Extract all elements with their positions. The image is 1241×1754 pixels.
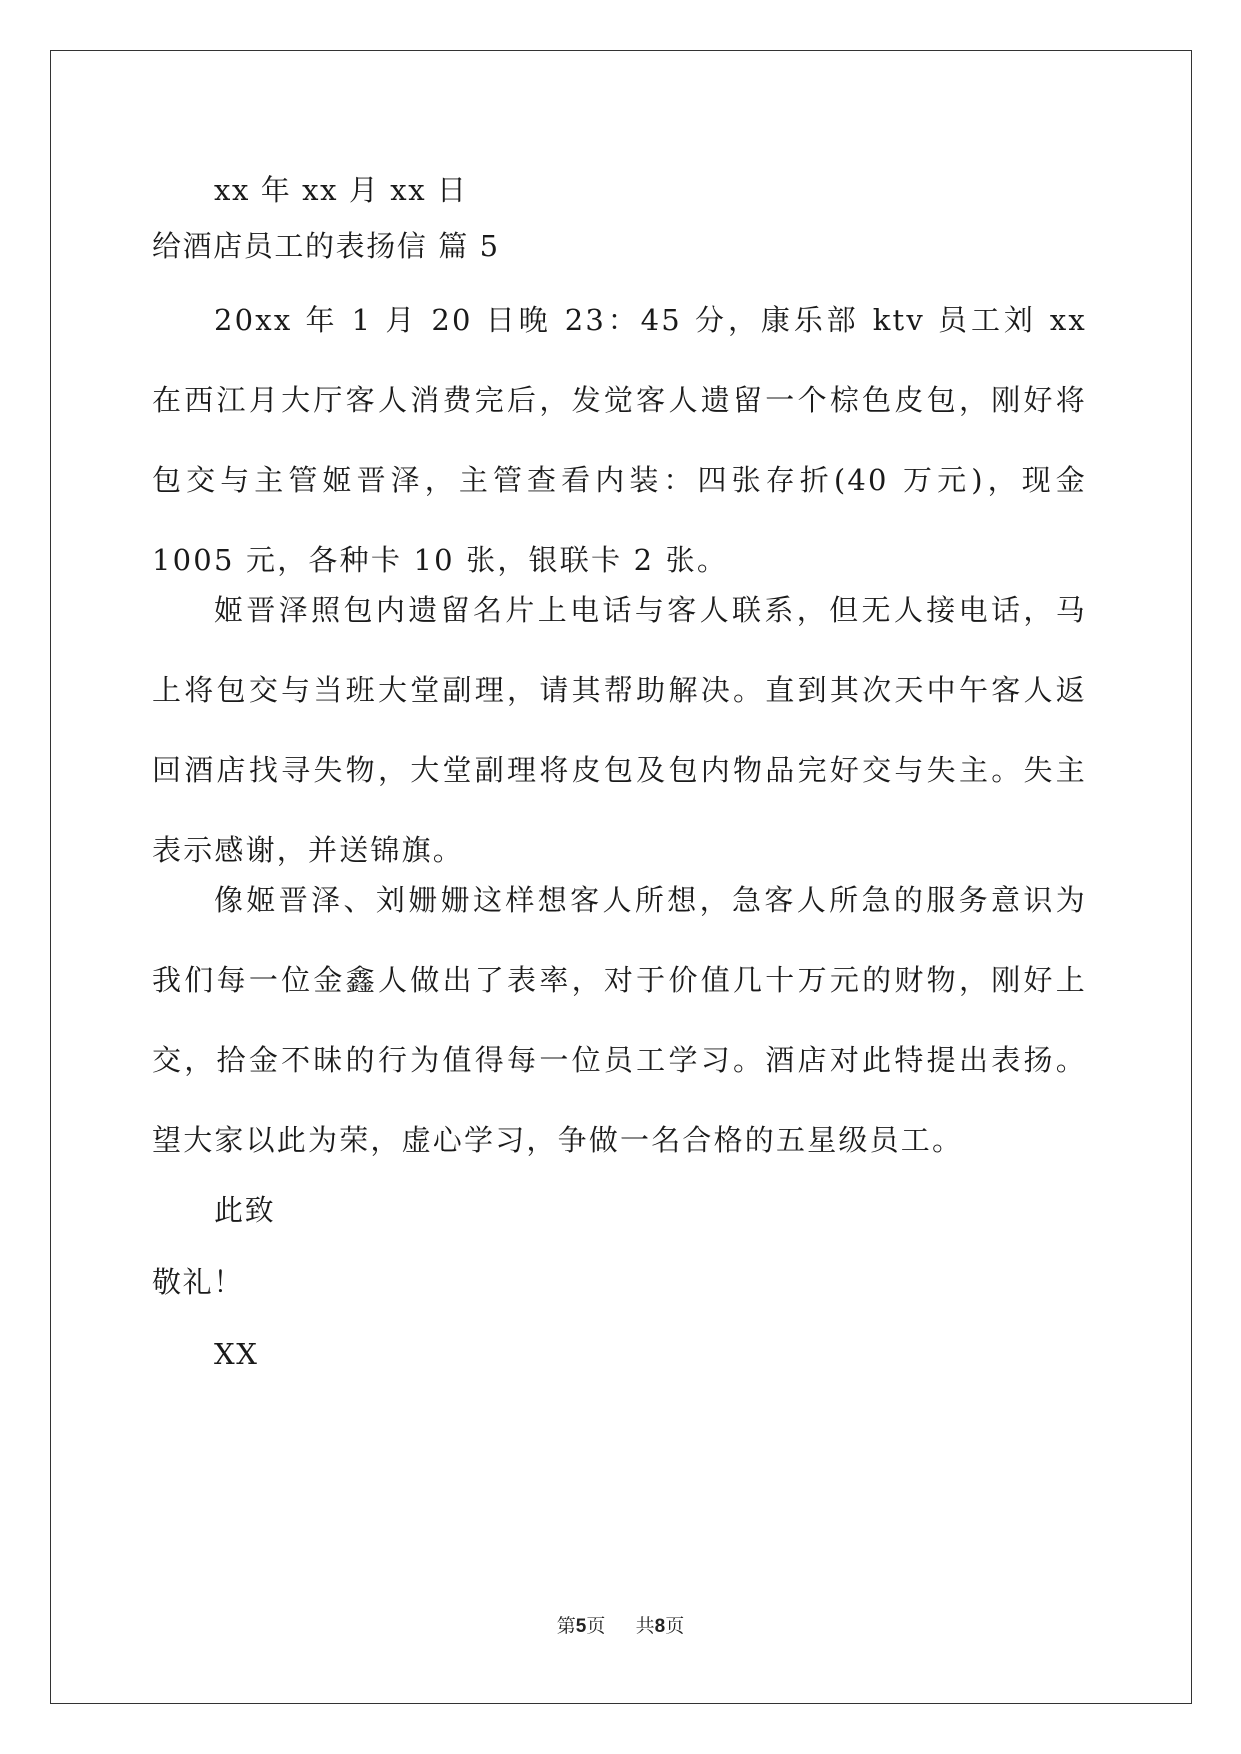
paragraph-1: 20xx 年 1 月 20 日晚 23：45 分，康乐部 ktv 员工刘 xx 在西江月大厅客人消费完后，发觉客人遗留一个棕色皮包，刚好将包交与主管姬晋泽，主管查看内装：四张存折(40 万元)，现金 1005 元，各种卡 10 张，银联卡 2 张。 <box>152 303 1087 577</box>
paragraph-2: 姬晋泽照包内遗留名片上电话与客人联系，但无人接电话，马上将包交与当班大堂副理，请其帮助解决。直到其次天中午客人返回酒店找寻失物，大堂副理将皮包及包内物品完好交与失主。失主表示感谢，并送锦旗。 <box>152 593 1087 867</box>
page-footer <box>0 1614 1241 1639</box>
total-label: 共8页 <box>635 1615 685 1637</box>
section-heading: 给酒店员工的表扬信 篇 5 <box>152 229 500 263</box>
salute-line: 敬礼！ <box>152 1265 244 1299</box>
page-number: 5 <box>575 1616 587 1637</box>
closing-line: 此致 <box>214 1193 276 1227</box>
date-line: xx 年 xx 月 xx 日 <box>214 173 468 207</box>
paragraph-3: 像姬晋泽、刘姗姗这样想客人所想，急客人所急的服务意识为我们每一位金鑫人做出了表率，对于价值几十万元的财物，刚好上交，拾金不昧的行为值得每一位员工学习。酒店对此特提出表扬。望大家以此为荣，虚心学习，争做一名合格的五星级员工。 <box>152 883 1087 1157</box>
page-label: 第5页 <box>556 1615 606 1637</box>
total-pages: 8 <box>654 1616 666 1637</box>
signature-line: XX <box>214 1337 259 1371</box>
